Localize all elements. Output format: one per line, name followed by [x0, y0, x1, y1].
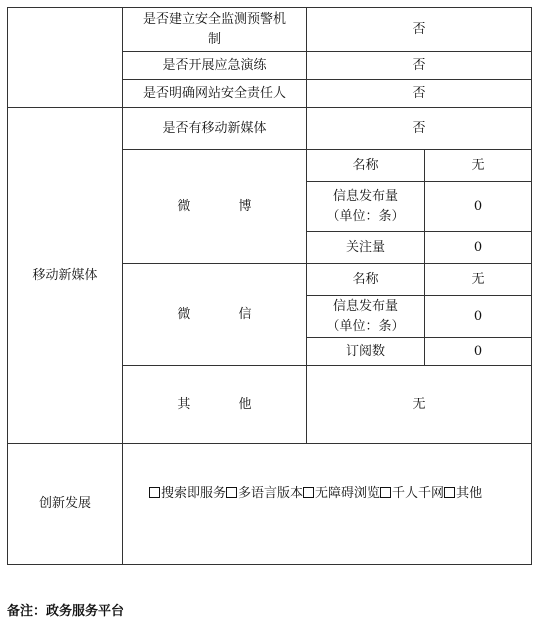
wechat-subscribers-value: 0	[425, 338, 532, 366]
weibo-name-label: 名称	[307, 150, 425, 182]
weibo-followers-label: 关注量	[307, 232, 425, 264]
monitoring-warning-value: 否	[307, 8, 532, 52]
checkbox-other[interactable]: 其他	[444, 486, 482, 501]
other-value: 无	[307, 366, 532, 444]
security-officer-value: 否	[307, 80, 532, 108]
new-media-section-label: 移动新媒体	[8, 108, 123, 444]
weibo-posts-value: 0	[425, 182, 532, 232]
other-label: 其 他	[123, 366, 307, 444]
weibo-label: 微 博	[123, 150, 307, 264]
weibo-followers-value: 0	[425, 232, 532, 264]
weibo-name-value: 无	[425, 150, 532, 182]
report-table	[7, 7, 532, 565]
wechat-label: 微 信	[123, 264, 307, 366]
has-new-media-label: 是否有移动新媒体	[123, 108, 307, 150]
wechat-posts-value: 0	[425, 296, 532, 338]
top-left-empty-cell	[8, 8, 123, 108]
footnote: 备注：政务服务平台	[7, 604, 125, 619]
wechat-subscribers-label: 订阅数	[307, 338, 425, 366]
emergency-drill-label: 是否开展应急演练	[123, 52, 307, 80]
wechat-name-label: 名称	[307, 264, 425, 296]
emergency-drill-value: 否	[307, 52, 532, 80]
has-new-media-value: 否	[307, 108, 532, 150]
wechat-posts-label: 信息发布量（单位：条）	[307, 296, 425, 338]
checkbox-accessibility[interactable]: 无障碍浏览	[303, 486, 380, 501]
checkbox-search-service[interactable]: 搜索即服务	[149, 486, 226, 501]
checkbox-multilanguage[interactable]: 多语言版本	[226, 486, 303, 501]
checkbox-personalized[interactable]: 千人千网	[380, 486, 444, 501]
innovation-options	[123, 444, 532, 565]
monitoring-warning-label: 是否建立安全监测预警机制	[123, 8, 307, 52]
weibo-posts-label: 信息发布量（单位：条）	[307, 182, 425, 232]
wechat-name-value: 无	[425, 264, 532, 296]
security-officer-label: 是否明确网站安全责任人	[123, 80, 307, 108]
innovation-section-label: 创新发展	[8, 444, 123, 565]
